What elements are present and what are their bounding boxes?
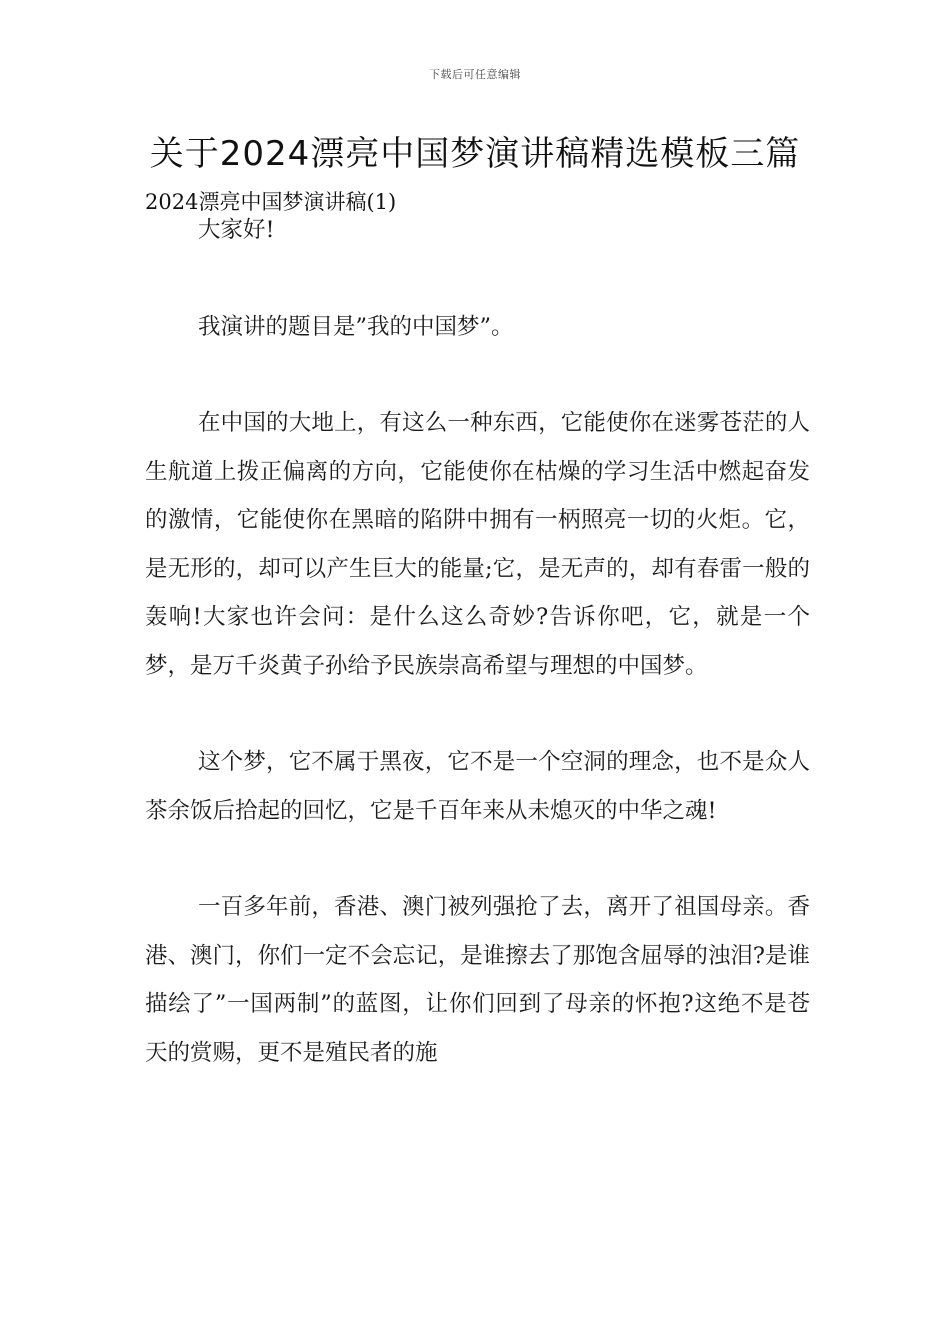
document-body: [145, 206, 810, 1077]
paragraph-topic: 我演讲的题目是”我的中国梦”。: [198, 313, 514, 340]
paragraph-hongkong-macau: 一百多年前，香港、澳门被列强抢了去，离开了祖国母亲。香港、澳门，你们一定不会忘记，是谁擦去了那饱含屈辱的浊泪?是谁描绘了”一国两制”的蓝图，让你们回到了母亲的怀抱?这绝不是苍天的赏赐，更不是殖民者的施: [145, 894, 810, 1066]
header-note: 下载后可任意编辑: [429, 68, 521, 81]
document-title: 关于2024漂亮中国梦演讲稿精选模板三篇: [149, 134, 801, 174]
paragraph-greeting: 大家好!: [198, 217, 275, 243]
document-subtitle: 2024漂亮中国梦演讲稿(1): [145, 190, 397, 214]
paragraph-chinese-soul: 这个梦，它不属于黑夜，它不是一个空洞的理念，也不是众人茶余饭后拾起的回忆，它是千百年来从未熄灭的中华之魂!: [145, 749, 810, 824]
paragraph-dream-description: 在中国的大地上，有这么一种东西，它能使你在迷雾苍茫的人生航道上拨正偏离的方向，它能使你在枯燥的学习生活中燃起奋发的激情，它能使你在黑暗的陷阱中拥有一柄照亮一切的火炬。它，是无形的，却可以产生巨大的能量;它，是无声的，却有春雷一般的轰响!大家也许会问：是什么这么奇妙?告诉你吧，它，就是一个梦，是万千炎黄子孙给予民族崇高希望与理想的中国梦。: [145, 410, 810, 679]
